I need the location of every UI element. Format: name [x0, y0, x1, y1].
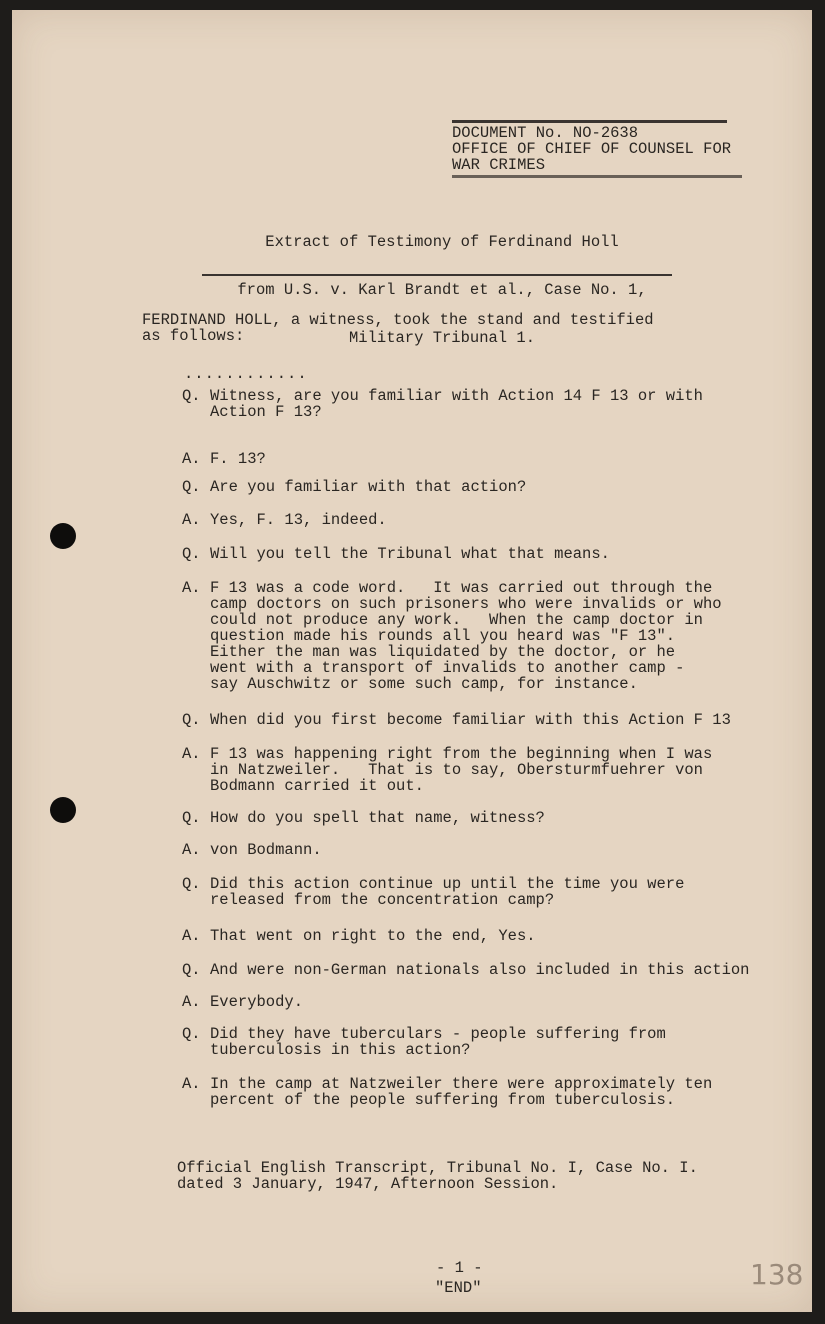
end-mark: "END" — [435, 1279, 482, 1297]
question — [182, 1026, 666, 1058]
speaker-mark: Q. — [182, 545, 201, 563]
title-line-3: Military Tribunal 1. — [348, 329, 536, 347]
question — [182, 962, 750, 978]
answer — [182, 1076, 712, 1108]
punch-hole — [50, 523, 76, 549]
exchange-text: That went on right to the end, Yes. — [210, 927, 536, 945]
speaker-mark: Q. — [182, 1025, 201, 1043]
exchange-text: Are you familiar with that action? — [210, 478, 527, 496]
answer — [182, 928, 536, 944]
exchange-text: In the camp at Natzweiler there were approximately ten percent of the people suffering from tuberculosis. — [210, 1075, 713, 1109]
speaker-mark: Q. — [182, 961, 201, 979]
question — [182, 712, 731, 728]
exchange-text: F. 13? — [210, 450, 266, 468]
answer — [182, 994, 303, 1010]
speaker-mark: Q. — [182, 387, 201, 405]
exchange-text: When did you first become familiar with this Action F 13 — [210, 711, 731, 729]
speaker-mark: Q. — [182, 478, 201, 496]
testimony-body — [142, 312, 792, 1132]
intro-paragraph: FERDINAND HOLL, a witness, took the stand and testified as follows: — [142, 312, 654, 345]
page-number: - 1 - — [436, 1259, 483, 1277]
answer — [182, 842, 322, 858]
exchange-text: F 13 was happening right from the beginning when I was in Natzweiler. That is to say, Obersturmfuehrer von Bodmann carried it out. — [210, 745, 713, 795]
punch-hole — [50, 797, 76, 823]
question — [182, 479, 526, 495]
speaker-mark: A. — [182, 927, 201, 945]
exchange-text: And were non-German nationals also included in this action — [210, 961, 750, 979]
header-rule — [452, 120, 727, 123]
question — [182, 876, 684, 908]
exchange-text: Did they have tuberculars - people suffering from tuberculosis in this action? — [210, 1025, 666, 1059]
speaker-mark: A. — [182, 1075, 201, 1093]
title-rule — [202, 274, 672, 276]
speaker-mark: A. — [182, 511, 201, 529]
document-number: DOCUMENT No. NO-2638 — [452, 124, 639, 142]
title-line-1: Extract of Testimony of Ferdinand Holl — [265, 233, 619, 251]
exchange-text: F 13 was a code word. It was carried out through the camp doctors on such prisoners who were invalids or who could not produce any work. When the camp doctor in question made his rounds all you heard was "F 13". Either the man was liquidated by the doctor, or he went with a transport of invalids to another camp - say Auschwitz or some such camp, for instance. — [210, 579, 722, 693]
document-number-block — [452, 120, 752, 178]
handwritten-page-stamp: 138 — [750, 1258, 804, 1291]
answer — [182, 512, 387, 528]
exchange-text: Everybody. — [210, 993, 304, 1011]
transcript-reference: Official English Transcript, Tribunal No. I, Case No. I. dated 3 January, 1947, Afternoon Session. — [177, 1159, 698, 1193]
exchange-text: How do you spell that name, witness? — [210, 809, 545, 827]
exchange-text: Yes, F. 13, indeed. — [210, 511, 387, 529]
speaker-mark: A. — [182, 841, 201, 859]
header-rule — [452, 175, 742, 178]
exchange-text: von Bodmann. — [210, 841, 322, 859]
speaker-mark: A. — [182, 579, 201, 597]
answer — [182, 451, 266, 467]
speaker-mark: Q. — [182, 809, 201, 827]
speaker-mark: A. — [182, 745, 201, 763]
answer — [182, 580, 722, 692]
question — [182, 546, 610, 562]
title-line-2: from U.S. v. Karl Brandt et al., Case No. 1, — [237, 281, 647, 299]
question — [182, 810, 545, 826]
office-line-2: WAR CRIMES — [452, 156, 546, 174]
exchange-text: Did this action continue up until the time you were released from the concentration camp? — [210, 875, 685, 909]
speaker-mark: A. — [182, 993, 201, 1011]
ellipsis-dots: ............ — [184, 365, 308, 383]
speaker-mark: A. — [182, 450, 201, 468]
speaker-mark: Q. — [182, 875, 201, 893]
office-line-1: OFFICE OF CHIEF OF COUNSEL FOR — [452, 140, 732, 158]
document-page — [12, 10, 812, 1312]
speaker-mark: Q. — [182, 711, 201, 729]
exchange-text: Will you tell the Tribunal what that means. — [210, 545, 610, 563]
exchange-text: Witness, are you familiar with Action 14 F 13 or with Action F 13? — [210, 387, 703, 421]
answer — [182, 746, 712, 794]
question — [182, 388, 703, 420]
